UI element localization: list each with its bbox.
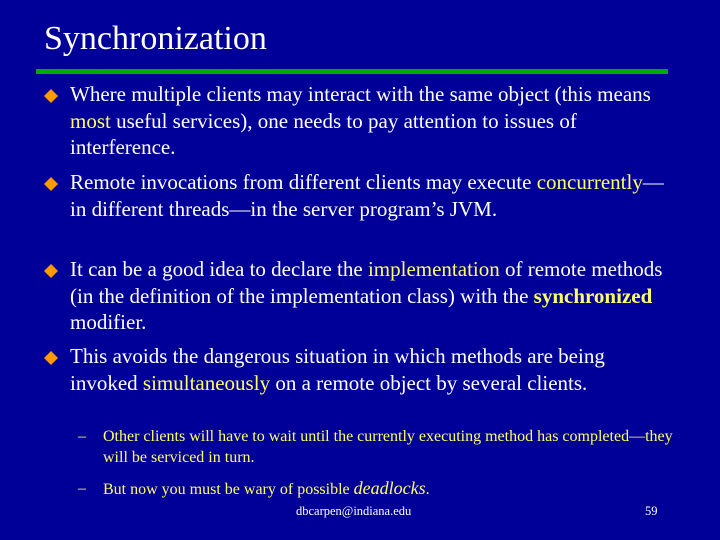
text-run: But now you must be wary of possible bbox=[103, 481, 354, 498]
text-run: Where multiple clients may interact with the same object (this means bbox=[70, 82, 651, 106]
text-run: This avoids the dangerous situation in which methods are being invoked bbox=[70, 344, 605, 395]
highlighted-term: implementation bbox=[367, 257, 500, 281]
bullet-text bbox=[70, 81, 670, 161]
highlighted-term: simultaneously bbox=[142, 370, 271, 395]
text-run: useful services), one needs to pay attention to issues of interference. bbox=[70, 108, 577, 159]
footer-email: dbcarpen@indiana.edu bbox=[296, 504, 412, 518]
bullet-text bbox=[70, 256, 670, 336]
title-underline-rule bbox=[36, 69, 668, 74]
text-run: It can be a good idea to declare the bbox=[70, 257, 368, 281]
highlighted-term: concurrently bbox=[536, 170, 643, 194]
text-run: . bbox=[425, 481, 430, 498]
sub-bullet-text bbox=[103, 478, 683, 500]
emphasized-term: deadlocks bbox=[353, 478, 426, 498]
diamond-bullet-icon bbox=[44, 264, 58, 278]
page-number: 59 bbox=[645, 504, 658, 518]
bullet-text bbox=[70, 169, 670, 222]
bullet-text bbox=[70, 343, 670, 396]
sub-bullet-text bbox=[103, 426, 683, 468]
sub-bullet-dash: – bbox=[78, 480, 86, 497]
diamond-bullet-icon bbox=[44, 351, 58, 365]
text-run: Other clients will have to wait until the currently executing method has completed—they will be serviced in turn. bbox=[103, 428, 673, 466]
text-run: on a remote object by several clients. bbox=[270, 370, 588, 395]
text-run: Remote invocations from different clients may execute bbox=[70, 170, 537, 194]
slide-title: Synchronization bbox=[44, 20, 267, 57]
highlighted-term: synchronized bbox=[533, 283, 653, 308]
diamond-bullet-icon bbox=[44, 89, 58, 103]
text-run: modifier. bbox=[70, 310, 147, 334]
text-run: —in different threads—in the server program’s JVM. bbox=[70, 170, 664, 221]
highlighted-term: most bbox=[70, 108, 111, 133]
text-run: of remote methods (in the definition of the implementation class) with the bbox=[70, 257, 663, 308]
sub-bullet-dash: – bbox=[78, 428, 86, 445]
diamond-bullet-icon bbox=[44, 177, 58, 191]
